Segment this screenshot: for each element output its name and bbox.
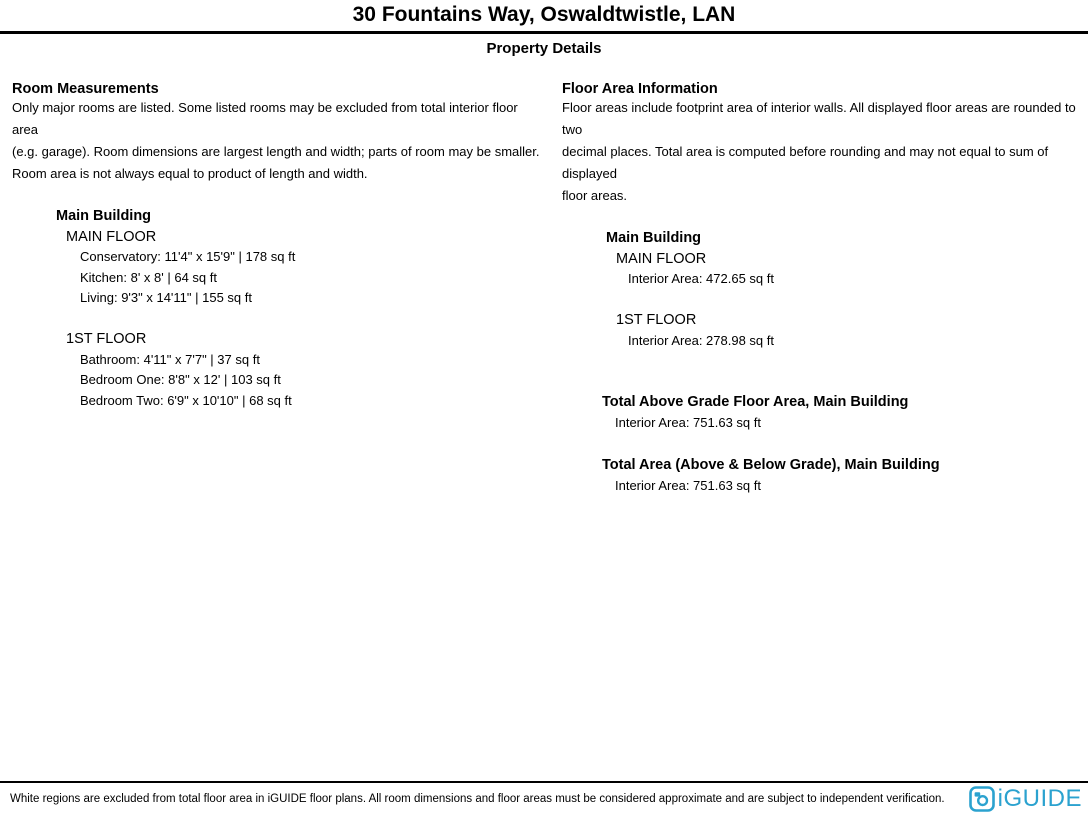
title-divider (0, 31, 1088, 34)
disclaimer-line: Only major rooms are listed. Some listed rooms may be excluded from total interior floor area (12, 100, 518, 137)
floor-area-section (544, 81, 1088, 496)
footer-disclaimer: White regions are excluded from total floor area in iGUIDE floor plans. All room dimensions and floor areas must be considered approximate and are subject to independent verification. (10, 793, 945, 805)
total-heading: Total Area (Above & Below Grade), Main Building (602, 457, 940, 473)
room-measurement: Living: 9'3" x 14'11" | 155 sq ft (80, 290, 252, 305)
total-above-grade-block (562, 392, 1088, 433)
iguide-logo (969, 786, 1082, 812)
room-measurement: Bathroom: 4'11" x 7'7" | 37 sq ft (80, 351, 260, 367)
floor-name: 1ST FLOOR (616, 312, 697, 328)
interior-area: Interior Area: 472.65 sq ft (628, 271, 774, 286)
room-measurement: Conservatory: 11'4" x 15'9" | 178 sq ft (80, 249, 296, 264)
room-measurements-heading: Room Measurements (12, 81, 159, 97)
building-name: Main Building (56, 208, 152, 224)
room-measurements-disclaimer (12, 97, 544, 185)
floor-area-block-main-floor (562, 249, 1088, 290)
disclaimer-line: decimal places. Total area is computed before rounding and may not equal to sum of displayed (562, 144, 1049, 181)
disclaimer-line: (e.g. garage). Room dimensions are largest length and width; parts of room may be smaller. (12, 144, 540, 159)
content-columns (0, 81, 1088, 496)
floor-name: MAIN FLOOR (66, 228, 157, 245)
iguide-logo-text: iGUIDE (997, 785, 1082, 812)
interior-area: Interior Area: 278.98 sq ft (628, 332, 774, 348)
interior-area: Interior Area: 751.63 sq ft (615, 477, 761, 493)
floor-area-heading: Floor Area Information (562, 81, 718, 97)
total-area-block (562, 455, 1088, 496)
floor-area-building (562, 228, 1088, 351)
floor-block-main-floor (12, 227, 544, 309)
room-measurements-section (0, 81, 544, 496)
footer (0, 781, 1088, 817)
building-name: Main Building (606, 230, 702, 246)
floor-area-block-1st-floor (562, 310, 1088, 351)
disclaimer-line: Room area is not always equal to product of length and width. (12, 166, 368, 181)
floor-name: 1ST FLOOR (66, 331, 147, 347)
floor-name: MAIN FLOOR (616, 250, 707, 267)
page-title: 30 Fountains Way, Oswaldtwistle, LAN (352, 3, 736, 26)
disclaimer-line: floor areas. (562, 188, 628, 203)
room-measurements-building (12, 206, 544, 411)
floor-block-1st-floor (12, 329, 544, 411)
iguide-camera-icon (969, 786, 995, 812)
floor-area-disclaimer (562, 97, 1088, 207)
disclaimer-line: Floor areas include footprint area of interior walls. All displayed floor areas are rounded to two (562, 100, 1076, 137)
room-measurement: Bedroom Two: 6'9" x 10'10" | 68 sq ft (80, 392, 292, 408)
total-heading: Total Above Grade Floor Area, Main Building (602, 394, 909, 410)
interior-area: Interior Area: 751.63 sq ft (615, 414, 761, 430)
room-measurement: Bedroom One: 8'8" x 12' | 103 sq ft (80, 372, 281, 387)
room-measurement: Kitchen: 8' x 8' | 64 sq ft (80, 269, 217, 285)
page-subtitle: Property Details (486, 40, 602, 57)
